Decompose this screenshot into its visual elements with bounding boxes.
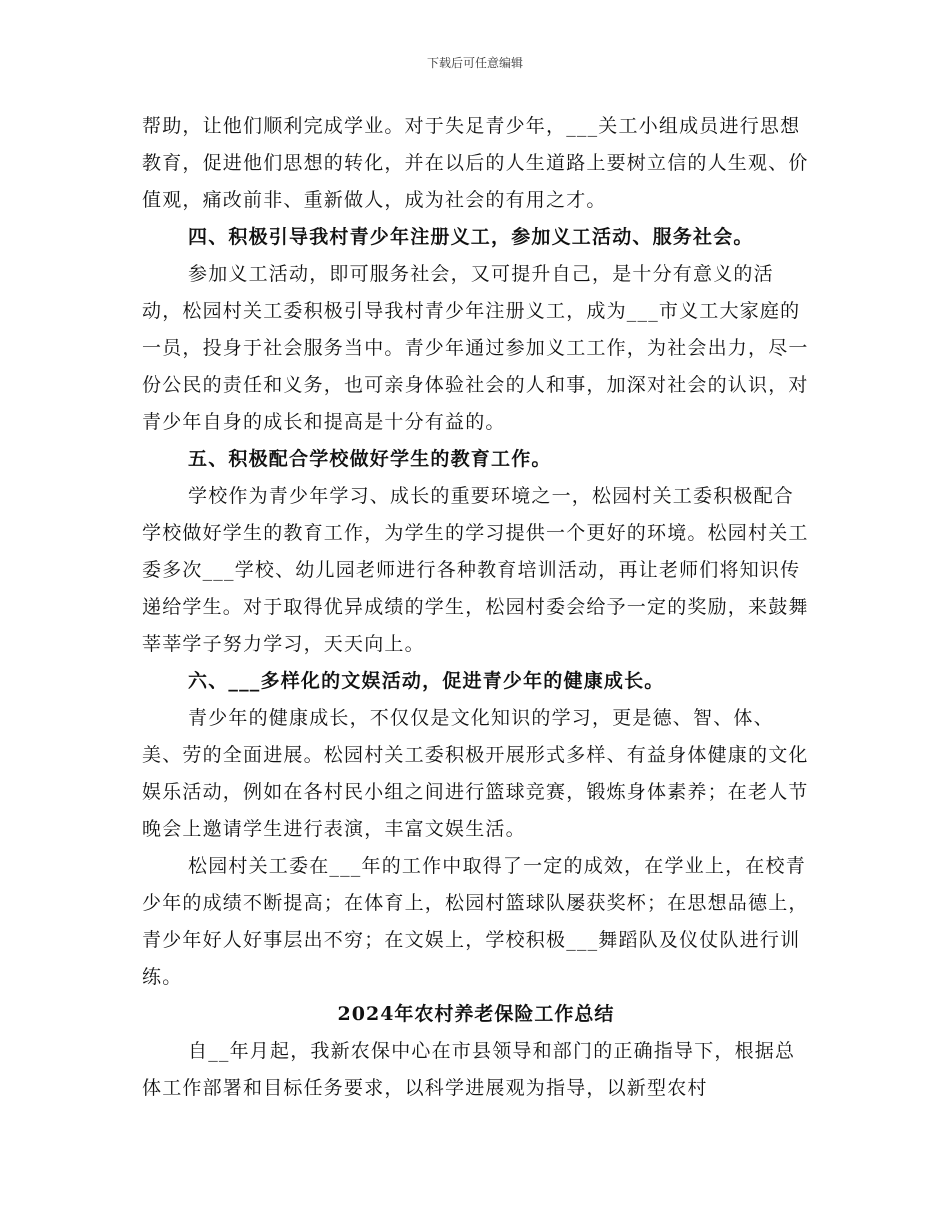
paragraph: 参加义工活动，即可服务社会，又可提升自己，是十分有意义的活动，松园村关工委积极引导我村青少年注册义工，成为___市义工大家庭的一员，投身于社会服务当中。青少年通过参加义工工作，为社会出力，尽一份公民的责任和义务，也可亲身体验社会的人和事，加深对社会的认识，对青少年自身的成长和提高是十分有益的。	[142, 263, 809, 433]
paragraph: 自__年月起，我新农保中心在市县领导和部门的正确指导下，根据总体工作部署和目标任务要求，以科学进展观为指导，以新型农村	[142, 1040, 796, 1099]
document-body	[142, 108, 810, 1107]
paragraph: 青少年的健康成长，不仅仅是文化知识的学习，更是德、智、体、美、劳的全面进展。松园村关工委积极开展形式多样、有益身体健康的文化娱乐活动，例如在各村民小组之间进行篮球竞赛，锻炼身体素养；在老人节晚会上邀请学生进行表演，丰富文娱生活。	[142, 707, 809, 840]
section-heading: 六、___多样化的文娱活动，促进青少年的健康成长。	[188, 670, 665, 692]
section-heading: 五、积极配合学校做好学生的教育工作。	[188, 448, 552, 470]
paragraph: 帮助，让他们顺利完成学业。对于失足青少年，___关工小组成员进行思想教育，促进他们思想的转化，并在以后的人生道路上要树立信的人生观、价值观，痛改前非、重新做人，成为社会的有用之才。	[142, 115, 809, 211]
paragraph: 学校作为青少年学习、成长的重要环境之一，松园村关工委积极配合学校做好学生的教育工作，为学生的学习提供一个更好的环境。松园村关工委多次___学校、幼儿园老师进行各种教育培训活动，再让老师们将知识传递给学生。对于取得优异成绩的学生，松园村委会给予一定的奖励，来鼓舞莘莘学子努力学习，天天向上。	[142, 485, 809, 655]
page-header: 下载后可任意编辑	[426, 56, 523, 70]
paragraph: 松园村关工委在___年的工作中取得了一定的成效，在学业上，在校青少年的成绩不断提高；在体育上，松园村篮球队屡获奖杯；在思想品德上，青少年好人好事层出不穷；在文娱上，学校积极___舞蹈队及仪仗队进行训练。	[142, 855, 809, 988]
section-heading: 四、积极引导我村青少年注册义工，参加义工活动、服务社会。	[188, 226, 754, 248]
document-title: 2024年农村养老保险工作总结	[337, 1003, 615, 1025]
